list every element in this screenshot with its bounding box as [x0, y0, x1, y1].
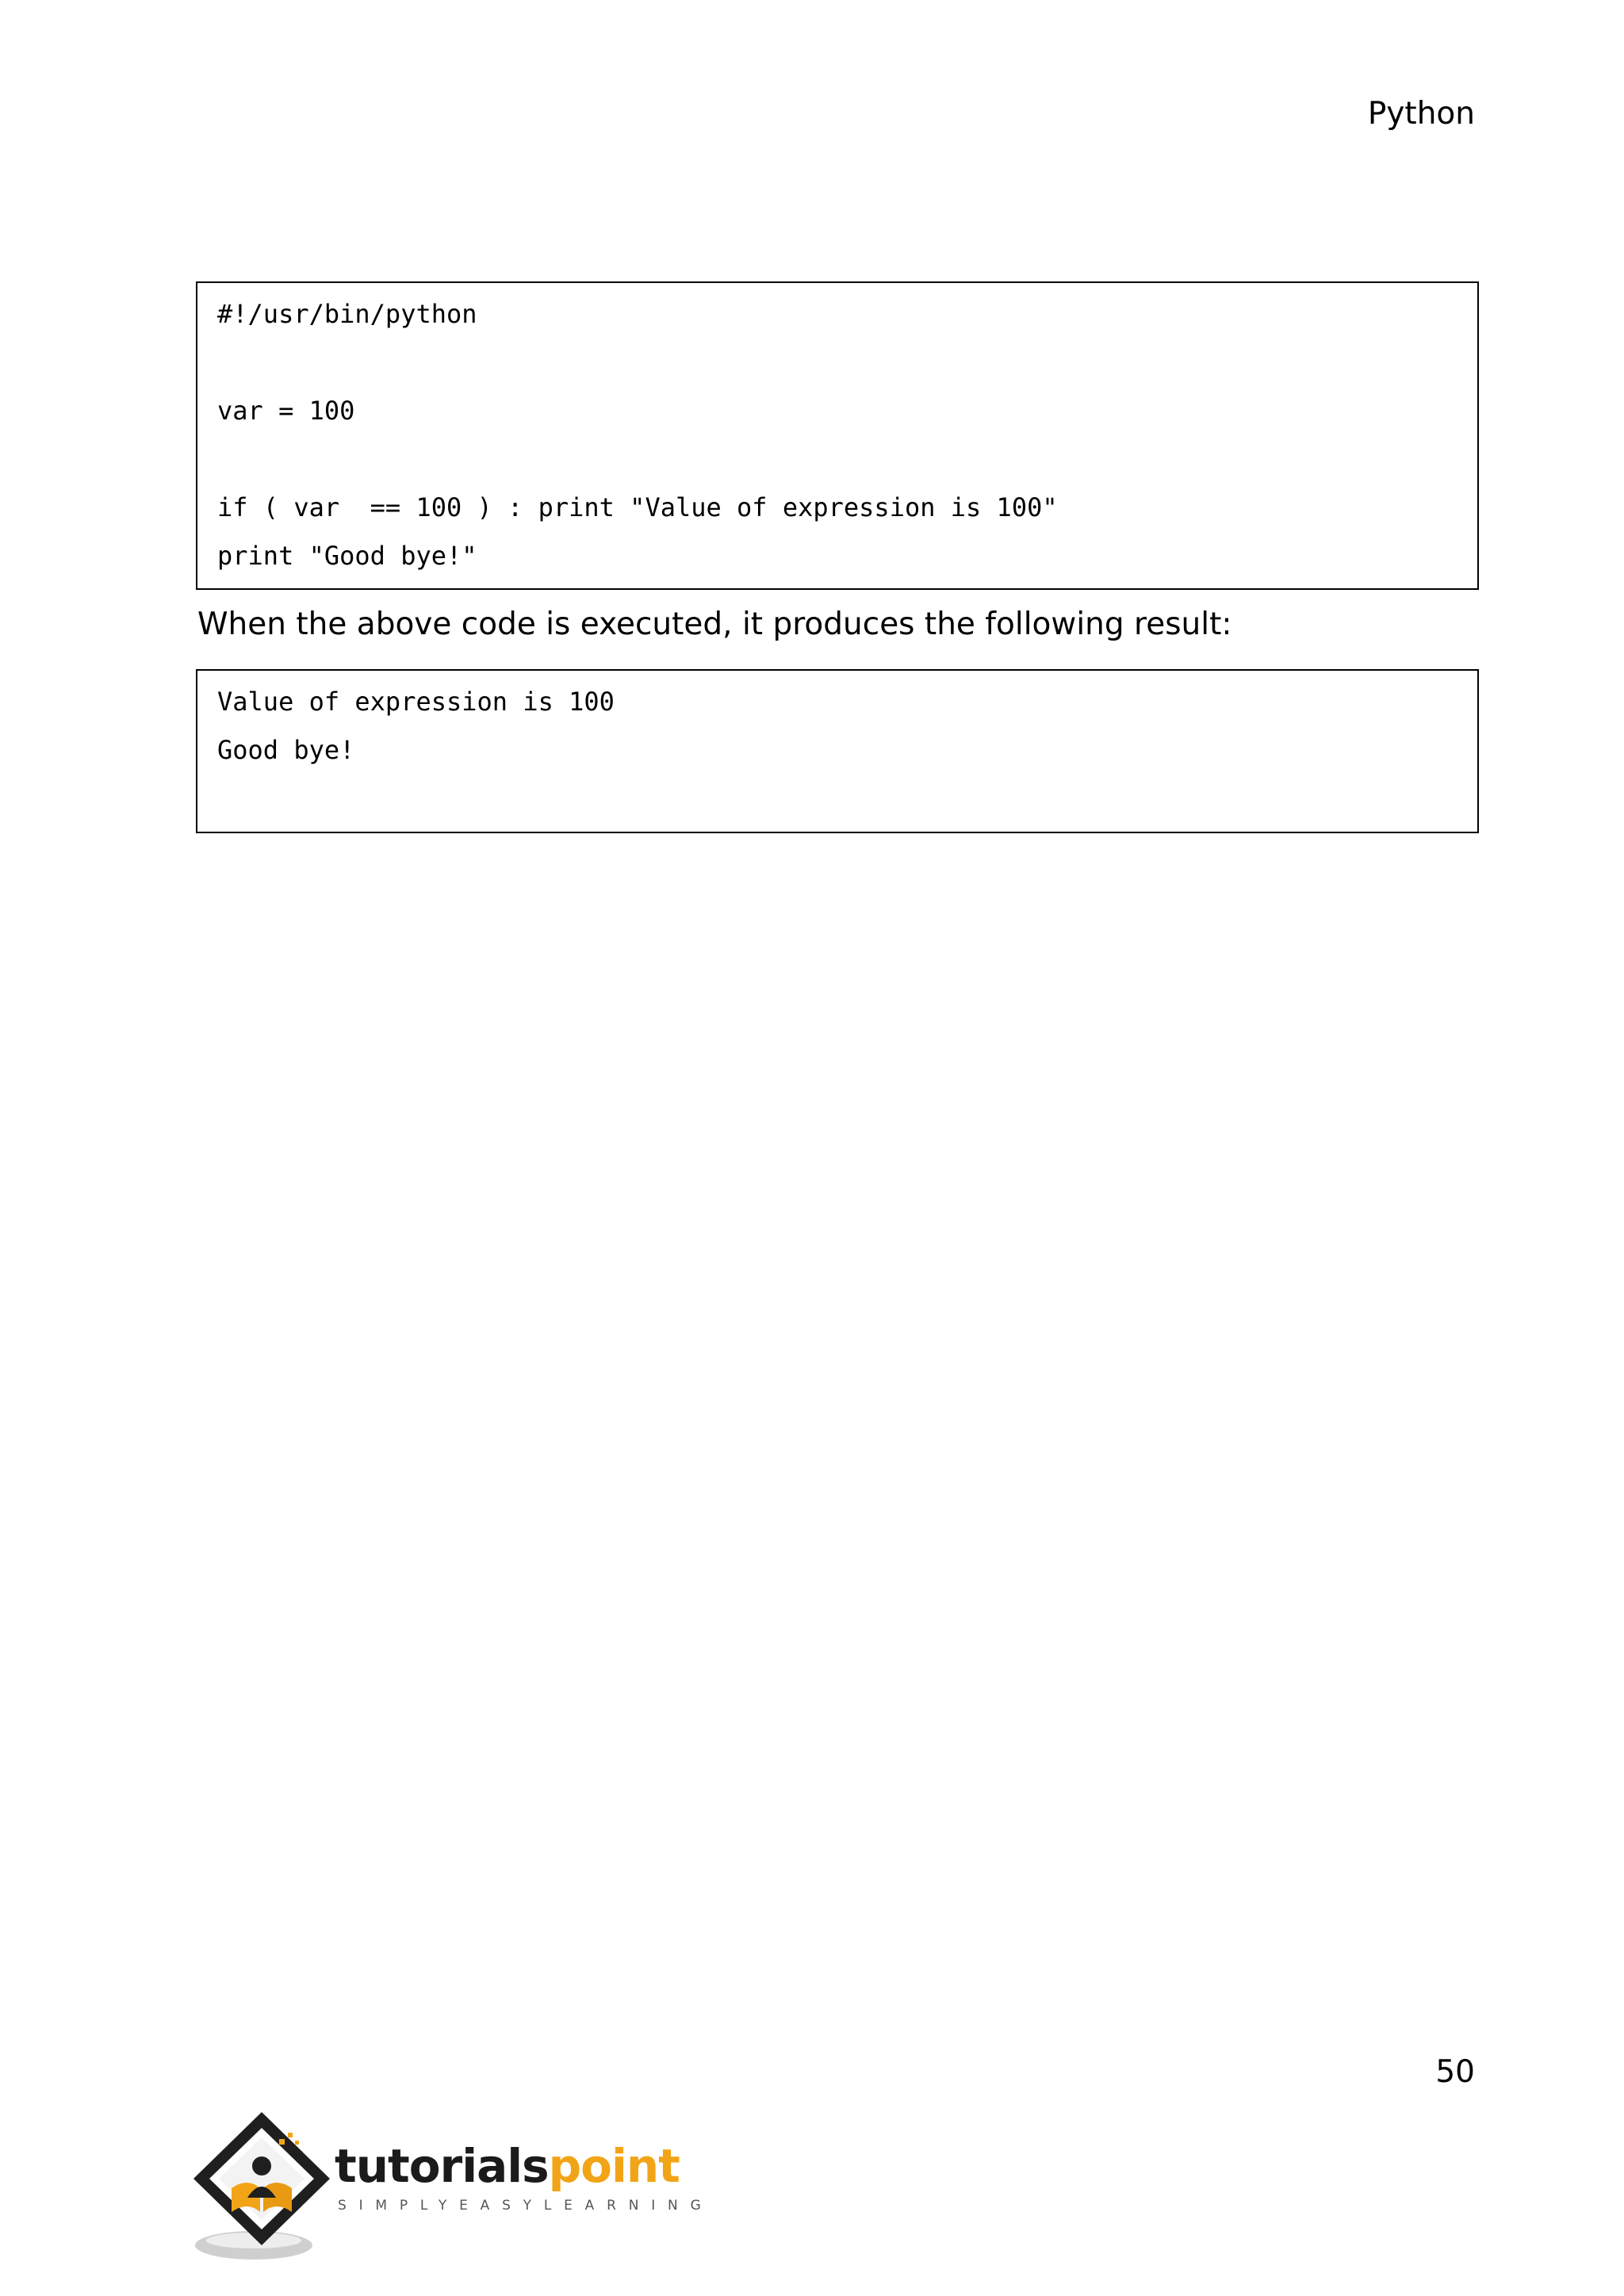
output-block [196, 669, 1479, 833]
code-line: #!/usr/bin/python [217, 299, 477, 329]
code-line: print "Good bye!" [217, 541, 477, 571]
page-header-title: Python [1367, 96, 1475, 132]
logo-emblem-icon [190, 2109, 341, 2267]
body-paragraph: When the above code is executed, it produces the following result: [197, 607, 1232, 642]
code-line: if ( var == 100 ) : print "Value of expression is 100" [217, 492, 1058, 522]
code-block [196, 281, 1479, 590]
code-line: var = 100 [217, 396, 355, 426]
output-line: Value of expression is 100 [217, 687, 615, 717]
logo-wordmark [335, 2141, 680, 2191]
tutorialspoint-logo [190, 2109, 714, 2267]
logo-tagline: SIMPLYEASYLEARNING [338, 2198, 714, 2214]
logo-wordmark-part2: point [548, 2139, 680, 2193]
logo-wordmark-part1: tutorials [335, 2139, 549, 2193]
output-line: Good bye! [217, 735, 355, 765]
page-number: 50 [1435, 2054, 1475, 2090]
